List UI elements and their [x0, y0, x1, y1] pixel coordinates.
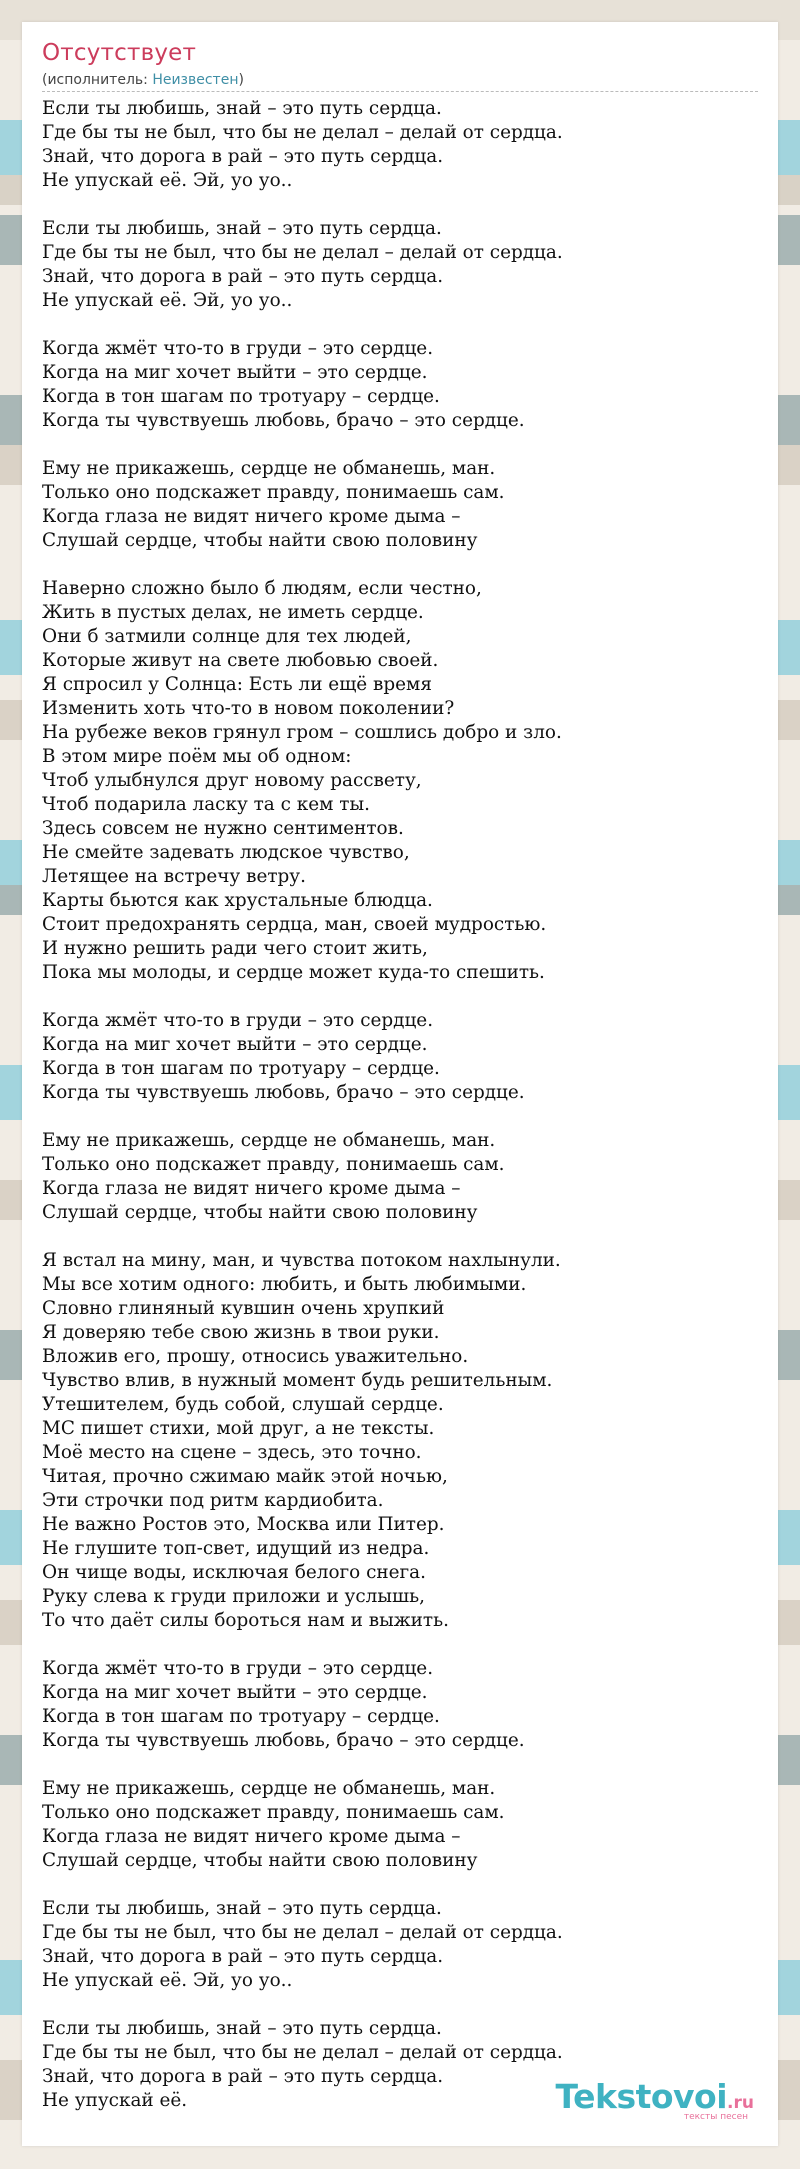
artist-prefix: (исполнитель:: [42, 72, 153, 88]
song-title: Отсутствует: [42, 40, 197, 66]
logo-text: Tekstovoi: [555, 2077, 728, 2116]
artist-link[interactable]: Неизвестен: [152, 72, 239, 88]
site-logo[interactable]: [555, 2077, 755, 2122]
lyrics-text: Если ты любишь, знай – это путь сердца. Где бы ты не был, что бы не делал – делай от сердца. Знай, что дорога в рай – это путь сердца. Не упускай её. Эй, уо уо.. Если ты любишь, знай – это путь сердца. Где бы ты не был, что бы не делал – делай от сердца. Знай, что дорога в рай – это путь сердца. Не упускай её. Эй, уо уо.. Когда жмёт что-то в груди – это сердце. Когда на миг хочет выйти – это сердце. Когда в тон шагам по тротуару – сердце. Когда ты чувствуешь любовь, брачо – это сердце. Ему не прикажешь, сердце не обманешь, ман. Только оно подскажет правду, понимаешь сам. Когда глаза не видят ничего кроме дыма – Слушай сердце, чтобы найти свою половину Наверно сложно было б людям, если честно, Жить в пустых делах, не иметь сердце. Они б затмили солнце для тех людей, Которые живут на свете любовью своей. Я спросил у Солнца: Есть ли ещё время Изменить хоть что-то в новом поколении? На рубеже веков грянул гром – сошлись добро и зло. В этом мире поём мы об одном: Чтоб улыбнулся друг новому рассвету, Чтоб подарила ласку та с кем ты. Здесь совсем не нужно сентиментов. Не смейте задевать людское чувство, Летящее на встречу ветру. Карты бьются как хрустальные блюдца. Стоит предохранять сердца, ман, своей мудростью. И нужно решить ради чего стоит жить, Пока мы молоды, и сердце может куда-то спешить. Когда жмёт что-то в груди – это сердце. Когда на миг хочет выйти – это сердце. Когда в тон шагам по тротуару – сердце. Когда ты чувствуешь любовь, брачо – это сердце. Ему не прикажешь, сердце не обманешь, ман. Только оно подскажет правду, понимаешь сам. Когда глаза не видят ничего кроме дыма – Слушай сердце, чтобы найти свою половину Я встал на мину, ман, и чувства потоком нахлынули. Мы все хотим одного: любить, и быть любимыми. Словно глиняный кувшин очень хрупкий Я доверяю тебе свою жизнь в твои руки. Вложив его, прошу, относись уважительно. Чувство влив, в нужный момент будь решительным. Утешителем, будь собой, слушай сердце. МС пишет стихи, мой друг, а не тексты. Моё место на сцене – здесь, это точно. Читая, прочно сжимаю майк этой ночью, Эти строчки под ритм кардиобита. Не важно Ростов это, Москва или Питер. Не глушите топ-свет, идущий из недра. Он чище воды, исключая белого снега. Руку слева к груди приложи и услышь, То что даёт силы бороться нам и выжить. Когда жмёт что-то в груди – это сердце. Когда на миг хочет выйти – это сердце. Когда в тон шагам по тротуару – сердце. Когда ты чувствуешь любовь, брачо – это сердце. Ему не прикажешь, сердце не обманешь, ман. Только оно подскажет правду, понимаешь сам. Когда глаза не видят ничего кроме дыма – Слушай сердце, чтобы найти свою половину Если ты любишь, знай – это путь сердца. Где бы ты не был, что бы не делал – делай от сердца. Знай, что дорога в рай – это путь сердца. Не упускай её. Эй, уо уо.. Если ты любишь, знай – это путь сердца. Где бы ты не был, что бы не делал – делай от сердца. Знай, что дорога в рай – это путь сердца. Не упускай её.: [42, 98, 563, 2111]
artist-suffix: ): [238, 72, 244, 88]
title-divider: [42, 91, 758, 92]
logo-tld: .ru: [727, 2093, 754, 2113]
artist-line: [42, 72, 244, 88]
logo-tagline: тексты песен: [683, 2112, 748, 2122]
lyrics-card: [22, 22, 778, 2146]
